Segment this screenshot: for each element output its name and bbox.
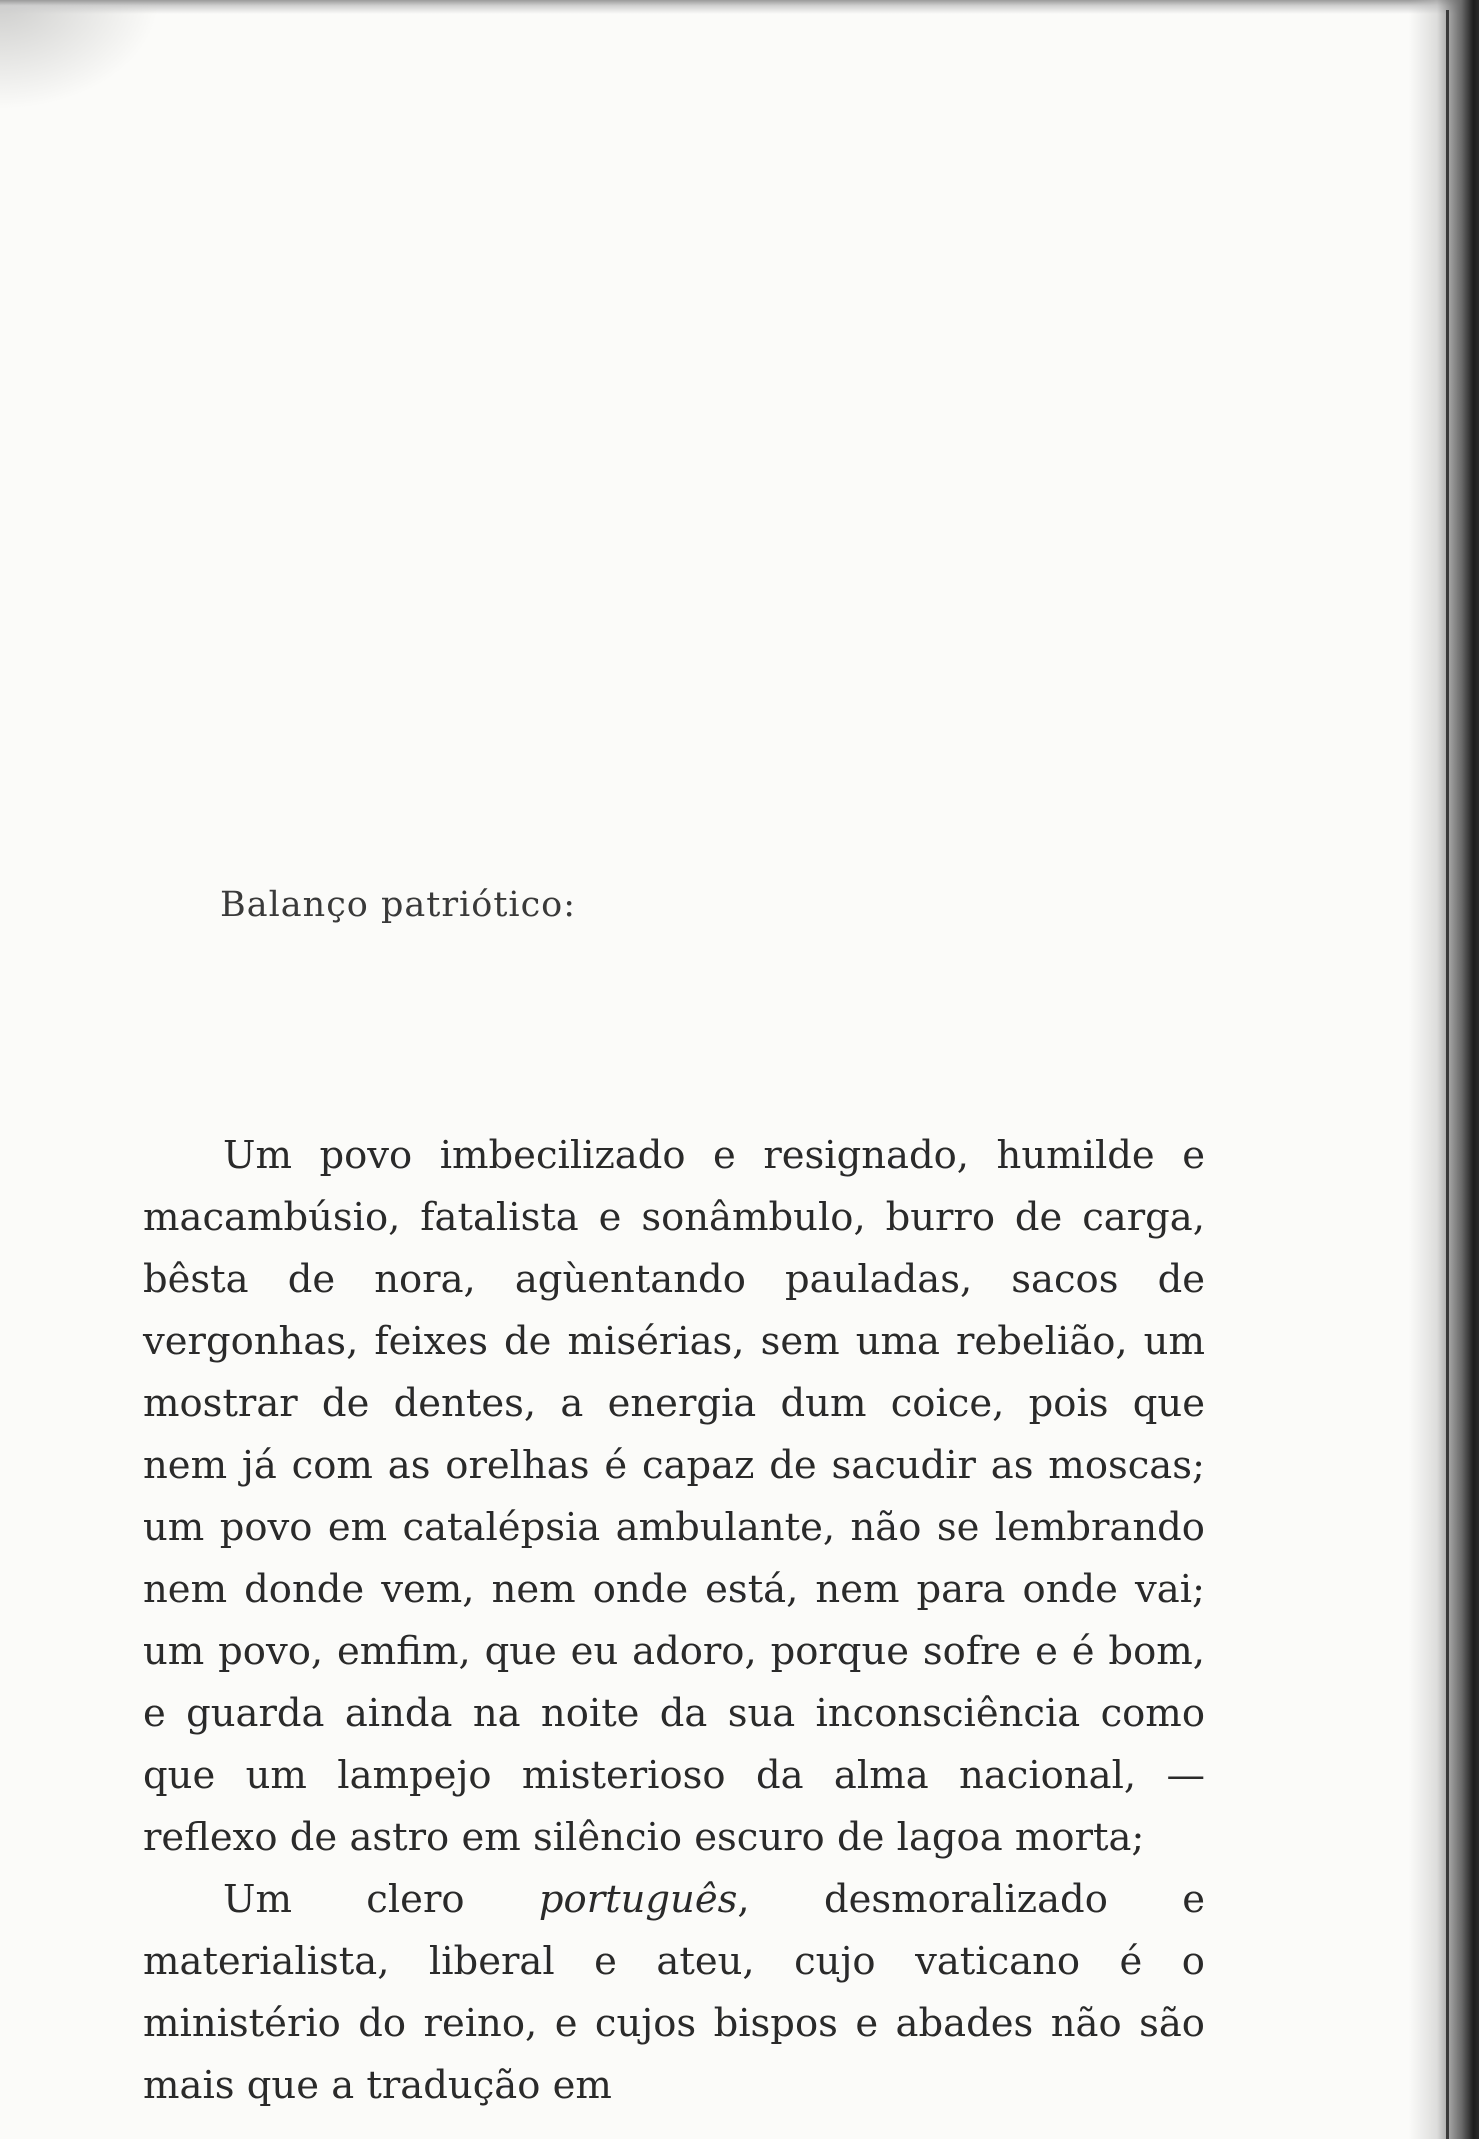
paragraph-2-start: Um clero [223, 1877, 539, 1922]
page-heading: Balanço patriótico: [220, 885, 577, 925]
book-spine-shadow [1409, 0, 1479, 2139]
paragraph-1: Um povo imbecilizado e resignado, humilde e macambúsio, fatalista e sonâmbulo, burro de carga, bêsta de nora, agùentando pauladas, sacos de vergonhas, feixes de misérias, sem uma rebelião, um mostrar de dentes, a energia dum coice, pois que nem já com as orelhas é capaz de sacudir as moscas; um povo em catalépsia ambulante, não se lembrando nem donde vem, nem onde está, nem para onde vai; um povo, emfim, que eu adoro, porque sofre e é bom, e guarda ainda na noite da sua inconsciência como que um lampejo misterioso da alma nacional, — reflexo de astro em silêncio escuro de lagoa morta; [143, 1133, 1205, 1860]
scan-top-edge [0, 0, 1460, 14]
paragraph-2-emphasis: português [538, 1877, 738, 1922]
paragraph-2 [143, 1869, 1205, 2117]
body-text [143, 1125, 1205, 2117]
scan-corner-shading [0, 0, 160, 110]
book-spine-edge [1446, 10, 1449, 2139]
paragraph-2-end: , desmoralizado e materialista, liberal e ateu, cujo vaticano é o ministério do reino, e cujos bispos e abades não são mais que a tradução em [143, 1877, 1205, 2108]
